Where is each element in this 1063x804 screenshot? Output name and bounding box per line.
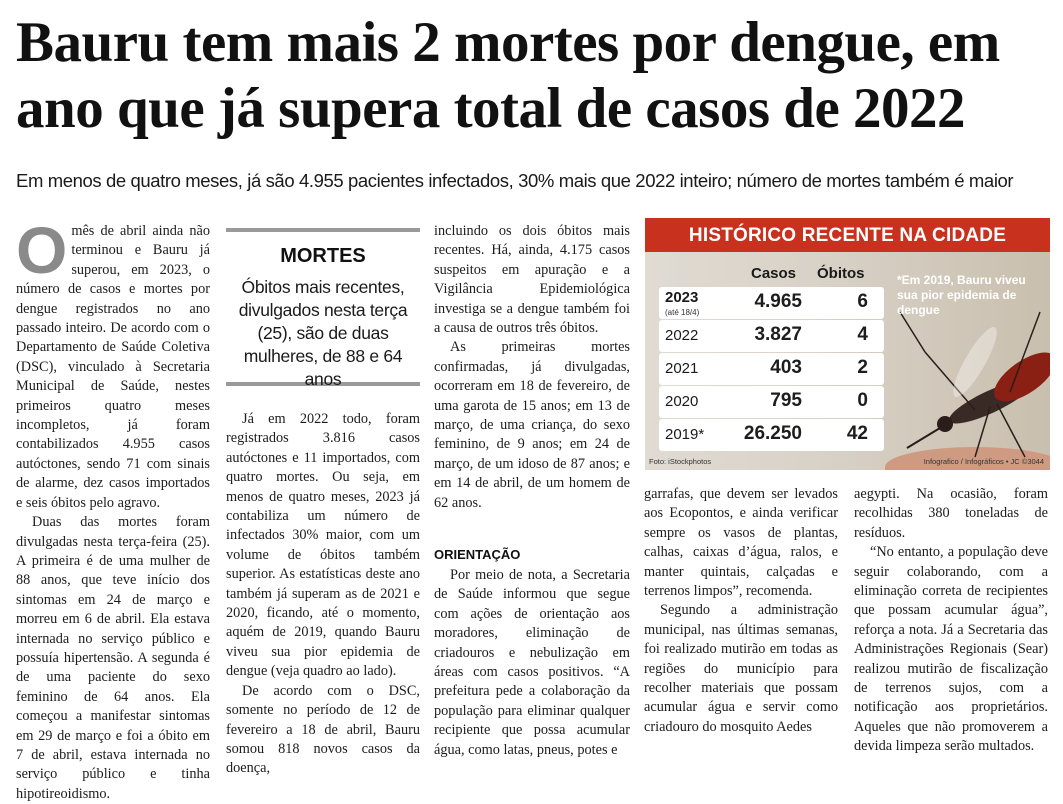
section-heading: ORIENTAÇÃO: [434, 547, 521, 562]
cases-cell: 4.965: [754, 291, 802, 312]
year-cell: 2021: [665, 360, 699, 377]
paragraph: incluindo os dois óbitos mais recentes. Há, ainda, 4.175 casos suspeitos em apuração e a Vigilância Epidemiológica investiga se a dengue também foi a causa de outros três óbitos.: [434, 223, 630, 337]
column-header-cases: Casos: [751, 265, 797, 282]
paragraph: [16, 213, 210, 513]
table-row: [659, 320, 884, 352]
paragraph: Duas das mortes foram divulgadas nesta terça-feira (25). A primeira é de uma mulher de 88 anos, que teve início dos sintomas em 24 de março e morreu em 6 de abril. Ela estava internada no serviço público e possuía hipertensão. A segunda é de uma paciente do sexo feminino de 64 anos. Ela começou a manifestar sintomas em 29 de março e foi a óbito em 7 de abril, estava internada no serviço público e tinha hipotireoidismo.: [16, 514, 210, 802]
table-row: [659, 287, 884, 319]
cases-cell: 403: [770, 357, 802, 378]
paragraph-text: mês de abril ainda não terminou e Bauru já superou, em 2023, o número de casos e mortes por dengue registrados no ano passado inteiro. De acordo com o Departamento de Saúde Coletiva (DSC), vinculado à Secretaria Municipal de Saúde, nestes primeiros quatro meses incompletos, já foram contabilizados 4.955 casos autóctones, sendo 71 com sinais de alarme, dez casos importados e seis óbitos pelo agravo.: [16, 223, 210, 511]
article-column-2: [226, 410, 420, 779]
article-column-1: [16, 213, 210, 804]
cases-cell: 795: [770, 390, 802, 411]
deaths-cell: 42: [846, 423, 868, 444]
year-cell: 2019*: [665, 426, 705, 443]
year-cell: 2023: [665, 289, 699, 306]
year-cell: 2022: [665, 327, 699, 344]
photo-credit: Foto: iStockphotos: [649, 457, 712, 466]
infographic-credit: Infografico / Infográficos • JC ©3044: [923, 457, 1044, 466]
drop-cap: O: [16, 213, 68, 287]
paragraph: Por meio de nota, a Secretaria de Saúde informou que segue com ações de orientação aos moradores, eliminação de criadouros e nebulização em áreas com casos positivos. “A prefeitura pede a colaboração da população para eliminar qualquer recipiente que possa acumular água, como latas, pneus, potes e: [434, 567, 630, 758]
deaths-cell: 2: [857, 357, 868, 378]
infographic: [645, 218, 1050, 470]
paragraph: aegypti. Na ocasião, foram recolhidas 380 toneladas de resíduos.: [854, 486, 1048, 541]
paragraph: garrafas, que devem ser levados aos Ecopontos, e ainda verificar sempre os vasos de plantas, calhas, caixas d’água, ralos, e manter quintais, calçadas e terrenos limpos”, recomenda.: [644, 486, 838, 600]
subheadline: Em menos de quatro meses, já são 4.955 pacientes infectados, 30% mais que 2022 inteiro; número de mortes também é maior: [16, 170, 1014, 191]
article-column-4: [644, 485, 838, 737]
paragraph: De acordo com o DSC, somente no período de 12 de fevereiro a 18 de abril, Bauru somou 818 novos casos da doença,: [226, 682, 420, 777]
infographic-title: HISTÓRICO RECENTE NA CIDADE: [645, 218, 1050, 252]
article-column-3-section: [434, 545, 630, 760]
paragraph: “No entanto, a população deve seguir colaborando, com a eliminação correta de recipientes que possam acumular água”, reforça a nota. Já a Secretaria das Administrações Regionais (Sear) realizou mutirão de fiscalização de terrenos sujos, com a notificação aos proprietários. Aqueles que não promoverem a devida limpeza serão multados.: [854, 544, 1048, 755]
deaths-cell: 4: [857, 324, 868, 345]
table-row: [659, 386, 884, 418]
table-row: [659, 419, 884, 451]
paragraph: Já em 2022 todo, foram registrados 3.816 casos autóctones e 11 importados, com quatro mortes. Ou seja, em menos de quatro meses, 2023 já contabiliza um número de infectados 30% maior, com um volume de óbitos também superior. As estatísticas deste ano também já superam as de 2021 e 2020, ficando, até o momento, aquém de 2019, quando Bauru viveu sua pior epidemia de dengue (veja quadro ao lado).: [226, 411, 420, 680]
article-column-3: [434, 222, 630, 513]
infographic-side-note: *Em 2019, Bauru viveu sua pior epidemia de dengue: [897, 273, 1026, 317]
article-column-5: [854, 485, 1048, 757]
table-header: [659, 263, 884, 287]
table-row: [659, 353, 884, 385]
headline: Bauru tem mais 2 mortes por dengue, em ano que já supera total de casos de 2022: [16, 11, 1000, 140]
paragraph: Segundo a administração municipal, nas últimas semanas, foi realizado mutirão em todas as regiões do município para recolher materiais que possam acumular água e servir como criadouro do mosquito Aedes: [644, 602, 838, 735]
highlight-box: [226, 228, 420, 389]
paragraph: As primeiras mortes confirmadas, já divulgadas, ocorreram em 18 de fevereiro, de uma garota de 15 anos; em 13 de março, de uma criança, do sexo feminino, de 9 anos; em 24 de março, de um idoso de 87 anos; e em 14 de abril, de um homem de 62 anos.: [434, 339, 630, 511]
year-note: (até 18/4): [665, 308, 700, 317]
highlight-box-title: MORTES: [242, 242, 404, 270]
cases-cell: 26.250: [743, 423, 802, 444]
year-cell: 2020: [665, 393, 699, 410]
highlight-box-text: Óbitos mais recentes, divulgados nesta terça (25), são de duas mulheres, de 88 e 64 anos: [238, 277, 408, 389]
cases-table: [659, 263, 884, 452]
deaths-cell: 0: [857, 390, 868, 411]
deaths-cell: 6: [857, 291, 868, 312]
cases-cell: 3.827: [754, 324, 802, 345]
column-header-deaths: Óbitos: [817, 265, 865, 282]
